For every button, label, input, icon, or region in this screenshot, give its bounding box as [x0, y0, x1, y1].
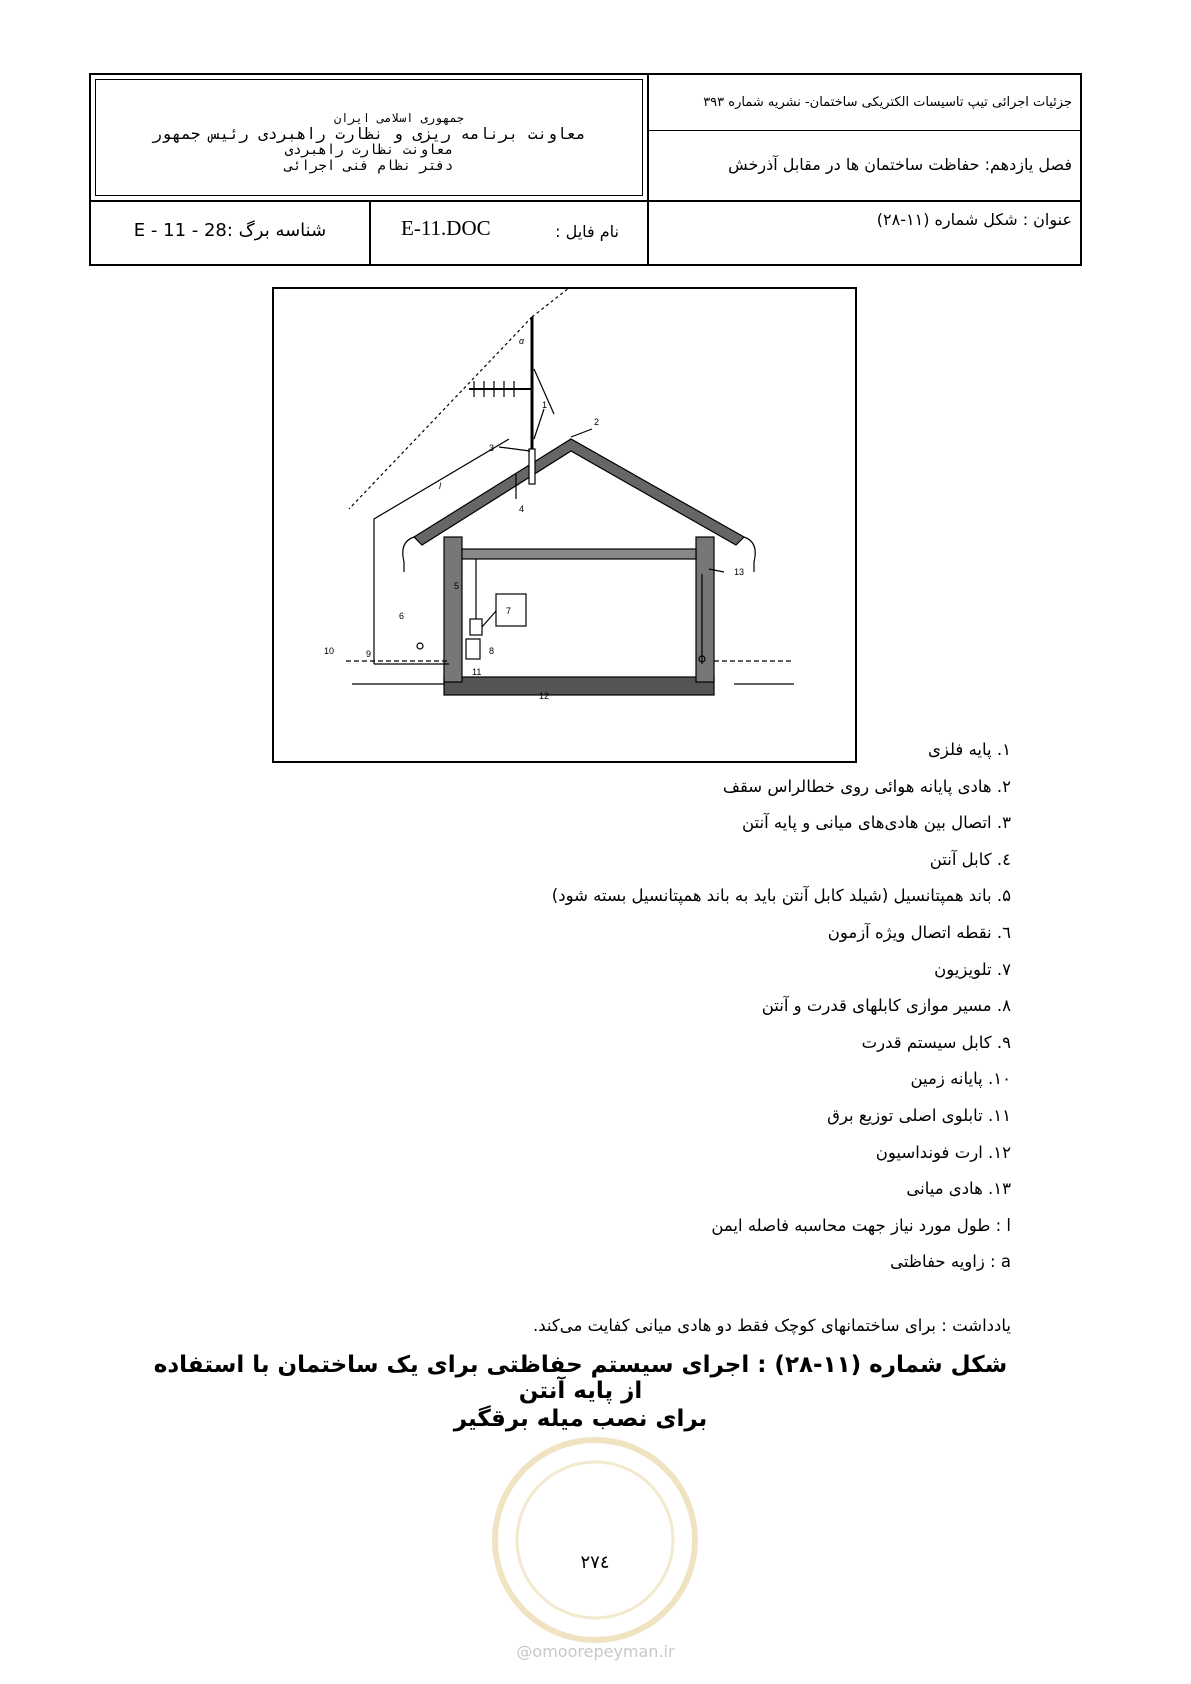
left-gutter — [403, 537, 414, 572]
label-l: l — [439, 481, 441, 491]
legend-item: ۱۰. پایانه زمین — [910, 1069, 1011, 1089]
distribution-board — [466, 639, 480, 659]
header-table — [89, 73, 1082, 266]
legend-item: ۵. باند همپتانسیل (شیلد کابل آنتن باید به باند همپتانسیل بسته شود) — [551, 886, 1011, 906]
sheet-id: شناسه برگ :28 - 11 - E — [133, 220, 327, 241]
tv-connection — [482, 611, 496, 627]
ceiling-beam — [462, 549, 696, 559]
legend-item: ۹. کابل سیستم قدرت — [861, 1032, 1011, 1052]
leader-1 — [534, 409, 544, 439]
legend-item: ۱. پایه فلزی — [927, 740, 1011, 759]
label-9: 9 — [366, 649, 372, 659]
org-line-4: دفتر نظام فنی اجرائی — [284, 158, 454, 174]
mast-base — [529, 449, 535, 484]
legend-item: ۱۳. هادی میانی — [906, 1179, 1011, 1199]
chapter-title: فصل یازدهم: حفاظت ساختمان ها در مقابل آذرخش — [728, 155, 1072, 174]
label-6: 6 — [399, 611, 405, 621]
legend-list — [291, 732, 1011, 1281]
label-11: 11 — [472, 667, 482, 677]
label-5: 5 — [454, 581, 460, 591]
file-name-cell — [371, 202, 649, 264]
label-13: 13 — [734, 567, 745, 577]
note-text: یادداشت : برای ساختمانهای کوچک فقط دو هادی میانی کفایت می‌کند. — [533, 1316, 1011, 1335]
label-12: 12 — [539, 691, 550, 701]
label-4: 4 — [519, 504, 525, 514]
series-title-cell — [649, 75, 1080, 131]
subject-title: عنوان : شکل شماره (۱۱-۲۸) — [876, 210, 1072, 229]
organization-frame — [95, 79, 643, 196]
label-2: 2 — [594, 417, 600, 427]
watermark: @omoorepeyman.ir — [516, 1642, 675, 1661]
leader-3 — [499, 447, 530, 451]
sheet-id-cell — [91, 202, 371, 264]
label-8: 8 — [489, 646, 495, 656]
foundation-slab — [444, 677, 714, 695]
legend-item: ۷. تلویزیون — [934, 959, 1011, 979]
left-wall — [444, 537, 462, 682]
file-label: نام فایل : — [555, 222, 619, 241]
chapter-title-cell — [649, 131, 1080, 202]
organization-text — [106, 110, 632, 174]
figure-caption-line-1: شکل شماره (۱۱-۲۸) : اجرای سیستم حفاظتی برای یک ساختمان با استفاده از پایه آنتن — [153, 1352, 1008, 1404]
label-3: 3 — [489, 443, 495, 453]
test-joint-left — [417, 643, 423, 649]
series-title: جزئیات اجرائی تیپ تاسیسات الکتریکی ساختمان- نشریه شماره ۳۹۳ — [703, 95, 1072, 110]
label-10: 10 — [324, 646, 335, 656]
lightning-protection-diagram — [274, 289, 855, 761]
legend-item: ٦. نقطه اتصال ویژه آزمون — [827, 922, 1011, 942]
leader-2 — [571, 429, 592, 437]
subject-cell — [649, 202, 1080, 264]
legend-item: ۸. مسیر موازی کابلهای قدرت و آنتن — [761, 996, 1011, 1016]
org-line-3: معاونت نظارت راهبردی — [284, 142, 454, 158]
page-number: ۲۷٤ — [580, 1552, 610, 1573]
org-line-1: جمهوری اسلامی ایران — [333, 111, 465, 125]
file-value: E-11.DOC — [401, 216, 491, 240]
roof — [414, 439, 744, 545]
right-gutter — [744, 537, 755, 572]
label-7: 7 — [506, 606, 512, 616]
legend-item: ٤. کابل آنتن — [929, 849, 1011, 869]
legend-item: ۱۱. تابلوی اصلی توزیع برق — [827, 1105, 1011, 1125]
legend-item: ۳. اتصال بین هادی‌های میانی و پایه آنتن — [741, 813, 1011, 833]
org-line-2: معاونت برنامه ریزی و نظارت راهبردی رئیس جمهور — [152, 124, 586, 143]
label-1: 1 — [542, 400, 548, 410]
figure-frame — [272, 287, 857, 763]
legend-item: l : طول مورد نیاز جهت محاسبه فاصله ایمن — [711, 1215, 1011, 1235]
organization-cell — [91, 75, 649, 202]
legend-item: ۲. هادی پایانه هوائی روی خطالراس سقف — [722, 776, 1011, 796]
legend-item: ۱۲. ارت فونداسیون — [875, 1142, 1011, 1162]
seal-stamp — [475, 1430, 715, 1650]
label-alpha: α — [519, 336, 525, 346]
legend-item: a : زاویه حفاظتی — [890, 1252, 1011, 1272]
figure-caption-line-2: برای نصب میله برقگیر — [453, 1406, 708, 1432]
protection-cone-right — [532, 289, 574, 317]
equipotential-bar — [470, 619, 482, 635]
